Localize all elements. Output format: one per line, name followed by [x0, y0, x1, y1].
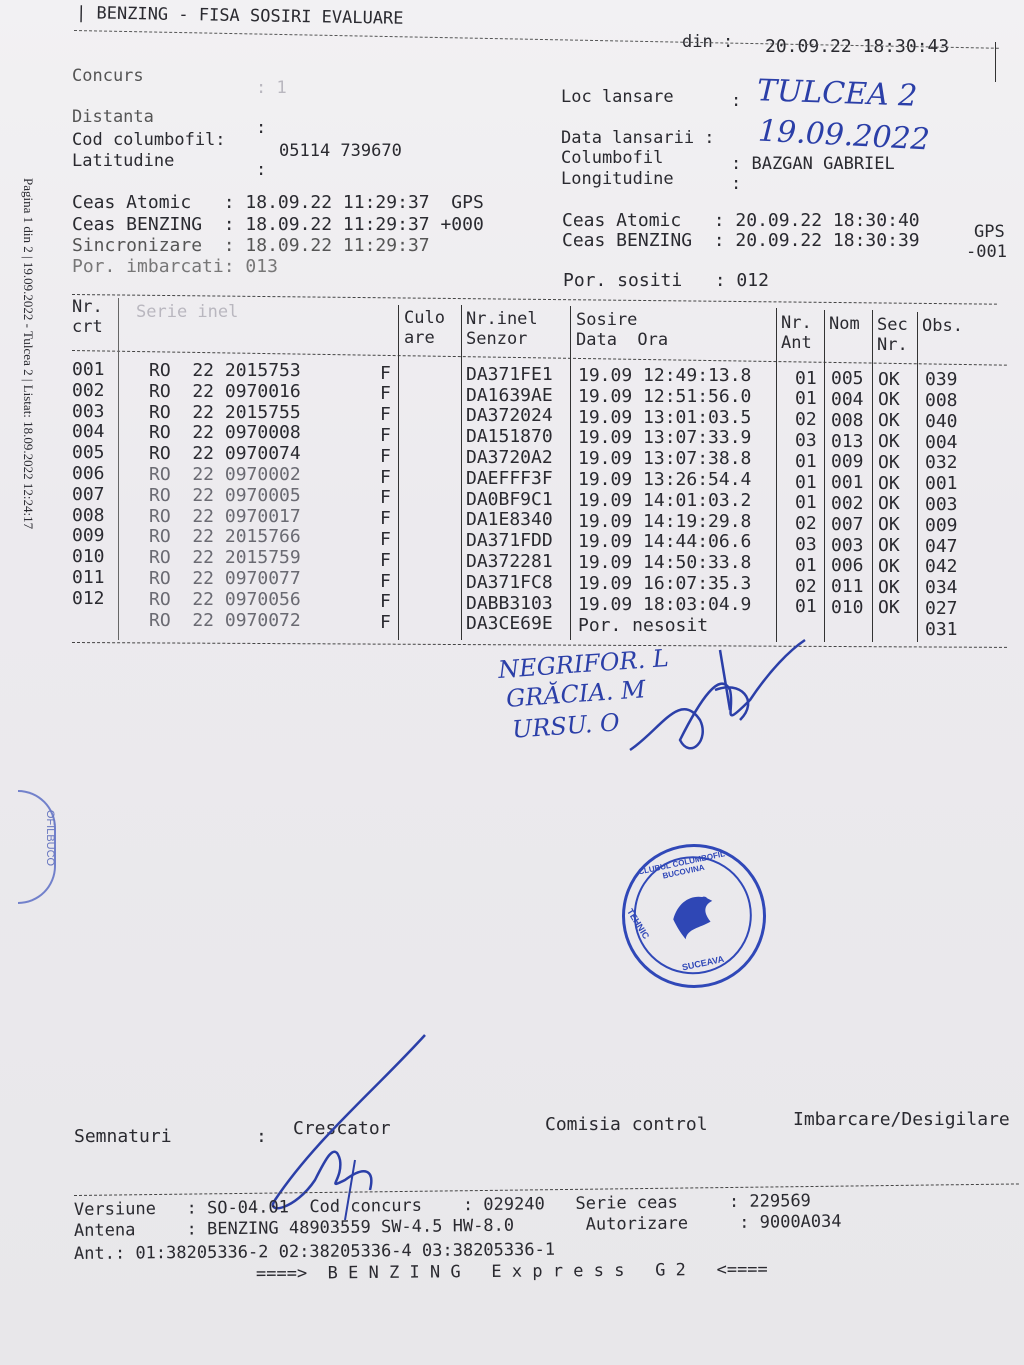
dove-icon [657, 879, 731, 953]
row-crt: 008 [72, 504, 105, 526]
row-nom: 013 [831, 430, 864, 452]
left-stamp-text: OFILBUCO [44, 809, 57, 867]
stamp-text-left: TEHNIC [625, 906, 652, 941]
left-stamp-fragment [18, 790, 56, 904]
row-crt: 004 [72, 421, 105, 443]
row-obs: 001 [925, 473, 958, 495]
header-din-label: din : [682, 32, 734, 52]
row-ring: RO 22 2015759 [149, 547, 301, 569]
row-sec: OK [878, 472, 900, 494]
columbofil-label: Columbofil [561, 148, 664, 168]
row-ant: 01 [795, 450, 817, 472]
row-sec: OK [878, 451, 900, 473]
row-crt: 010 [72, 546, 105, 568]
divider-nrinel [461, 305, 462, 640]
row-crt: 001 [72, 359, 105, 380]
row-obs: 008 [925, 390, 958, 412]
por-imbarcati: Por. imbarcati: 013 [72, 256, 278, 277]
row-obs: 039 [925, 369, 958, 391]
row-ring: RO 22 0970074 [149, 443, 301, 465]
latitudine-value: : [256, 160, 267, 180]
row-obs: 032 [925, 452, 958, 474]
col-ant: Ant [781, 333, 812, 353]
row-sensor: DA3720A2 [466, 446, 553, 468]
row-arrival: 19.09 14:44:06.6 [578, 531, 752, 553]
col-nr: Nr. [72, 297, 103, 317]
row-sec: OK [878, 535, 900, 557]
stamp-text-top: CLUBUL COLUMBOFIL BUCOVINA [637, 849, 726, 881]
cod-label: Cod columbofil: [72, 130, 226, 150]
row-crt: 012 [72, 587, 105, 609]
col-are: are [404, 328, 435, 348]
row-nom: 010 [831, 596, 864, 618]
row-sensor: DA371FE1 [466, 363, 553, 385]
row-sex: F [380, 404, 391, 426]
row-sensor: DA3CE69E [466, 613, 553, 635]
row-obs: 027 [925, 598, 958, 620]
latitudine-label: Latitudine [72, 151, 175, 171]
row-sec: OK [878, 597, 900, 619]
row-sensor: DA372281 [466, 550, 553, 572]
row-crt: 005 [72, 442, 105, 464]
row-crt: 007 [72, 483, 105, 505]
row-ant: 02 [795, 513, 817, 535]
row-sec: OK [878, 431, 900, 453]
row-arrival: 19.09 13:07:38.8 [578, 448, 752, 470]
row-ant: 01 [795, 367, 817, 389]
col-serie: Serie inel [136, 302, 239, 322]
row-arrival: 19.09 13:01:03.5 [578, 406, 752, 428]
row-nom: 007 [831, 513, 864, 535]
col-senzor: Senzor [466, 329, 528, 349]
row-nom: 003 [831, 534, 864, 556]
club-stamp [609, 831, 780, 1002]
row-arrival: 19.09 16:07:35.3 [578, 573, 752, 595]
col-culo: Culo [404, 308, 445, 328]
row-arrival: 19.09 14:19:29.8 [578, 510, 752, 532]
crescator-label: Crescator [293, 1118, 391, 1139]
row-sensor: DAEFFF3F [466, 467, 553, 489]
row-sensor: DA151870 [466, 426, 553, 448]
ceas-atomic-right: Ceas Atomic : 20.09.22 18:30:40 [562, 210, 920, 231]
row-crt: 009 [72, 525, 105, 547]
row-ring: RO 22 0970008 [149, 422, 301, 444]
row-sex: F [380, 591, 391, 613]
row-sex: F [380, 445, 391, 467]
row-ring: RO 22 2015753 [149, 359, 301, 381]
semnaturi-colon: : [256, 1126, 267, 1147]
imbarcare-label: Imbarcare/Desigilare [793, 1109, 1010, 1130]
loc-value: : [731, 91, 742, 111]
distanta-label: Distanta [72, 107, 154, 127]
row-obs: 034 [925, 577, 958, 599]
row-ring: RO 22 2015766 [149, 526, 301, 548]
row-sex: F [380, 529, 391, 551]
row-obs: 003 [925, 494, 958, 516]
row-sensor: DA0BF9C1 [466, 488, 553, 510]
row-nom: 005 [831, 368, 864, 390]
stamp-text-bottom: SUCEAVA [681, 953, 725, 973]
col-obs: Obs. [922, 316, 963, 336]
row-sex: F [380, 612, 391, 634]
row-ring: RO 22 0970005 [149, 484, 301, 506]
table-bottom-rule [72, 642, 1007, 648]
row-nom: 006 [831, 555, 864, 577]
row-sec: OK [878, 576, 900, 598]
divider-ant [776, 308, 777, 642]
row-sec: OK [878, 514, 900, 536]
row-ring: RO 22 0970016 [149, 380, 301, 402]
footer-ant: Ant.: 01:38205336-2 02:38205336-4 03:38205336-1 [73, 1239, 556, 1264]
row-sensor: DABB3103 [466, 592, 553, 614]
longitudine-value: : [731, 174, 742, 194]
row-obs: 042 [925, 556, 958, 578]
row-ring: RO 22 0970072 [149, 609, 301, 631]
row-ant: 02 [795, 409, 817, 431]
row-sex: F [380, 570, 391, 592]
row-sensor: DA371FDD [466, 530, 553, 552]
row-ant: 01 [795, 596, 817, 618]
col-data-ora: Data Ora [576, 330, 669, 350]
col-nrant: Nr. [781, 313, 812, 333]
longitudine-label: Longitudine [561, 169, 674, 189]
row-crt: 011 [72, 567, 105, 588]
row-sensor: DA1639AE [466, 384, 553, 406]
row-ant: 01 [795, 492, 817, 514]
handwritten-note-1: NEGRIFOR. L [497, 644, 670, 684]
row-crt: 003 [72, 400, 105, 422]
ceas-atomic-right-tag: GPS [974, 222, 1005, 242]
notes-signature [620, 630, 820, 770]
ceas-benzing-left: Ceas BENZING : 18.09.22 11:29:37 +000 [72, 214, 484, 235]
data-lansarii-handwritten: 19.09.2022 [757, 113, 931, 158]
row-obs: 031 [925, 618, 958, 640]
row-sec: OK [878, 555, 900, 577]
row-sensor: DA372024 [466, 405, 553, 427]
col-nom: Nom [829, 314, 860, 334]
row-nom: 002 [831, 492, 864, 514]
divider-crt [118, 298, 119, 640]
divider-nom [824, 310, 825, 642]
row-arrival: 19.09 12:49:13.8 [578, 365, 752, 387]
row-arrival: 19.09 14:50:33.8 [578, 552, 752, 574]
row-nom: 011 [831, 576, 864, 598]
divider-sosire [570, 306, 571, 640]
row-sec: OK [878, 410, 900, 432]
ceas-benzing-right-tag: -001 [966, 242, 1007, 262]
row-ring: RO 22 0970077 [149, 567, 301, 589]
row-sex: F [380, 549, 391, 571]
row-obs: 040 [925, 410, 958, 432]
por-sositi: Por. sositi : 012 [563, 270, 769, 291]
row-ant: 01 [795, 388, 817, 410]
semnaturi-label: Semnaturi [74, 1126, 172, 1147]
row-ant: 03 [795, 430, 817, 452]
row-ring: RO 22 0970017 [149, 505, 301, 527]
col-sosire: Sosire [576, 310, 638, 330]
divider-culoare [398, 305, 399, 640]
row-nom: 004 [831, 388, 864, 410]
row-nom: 008 [831, 409, 864, 431]
row-crt: 002 [72, 379, 105, 401]
row-arrival: 19.09 13:07:33.9 [578, 427, 752, 449]
row-sex: F [380, 508, 391, 530]
row-ant: 02 [795, 575, 817, 597]
concurs-label: Concurs [72, 66, 144, 86]
row-arrival: 19.09 12:51:56.0 [578, 385, 752, 407]
row-ring: RO 22 2015755 [149, 401, 301, 423]
header-din-value: 20.09.22 18:30:43 [765, 36, 950, 57]
comisia-label: Comisia control [545, 1114, 708, 1135]
sincronizare-left: Sincronizare : 18.09.22 11:29:37 [72, 235, 430, 256]
row-ring: RO 22 0970002 [149, 463, 301, 485]
distanta-value: : [256, 118, 267, 138]
concurs-value: : 1 [256, 78, 287, 98]
row-sex: F [380, 466, 391, 488]
col-secnr: Nr. [877, 335, 908, 355]
loc-label: Loc lansare [561, 87, 674, 107]
col-sec: Sec [877, 315, 908, 335]
ceas-atomic-left: Ceas Atomic : 18.09.22 11:29:37 GPS [72, 192, 484, 213]
row-arrival: 19.09 18:03:04.9 [578, 593, 752, 615]
row-ant: 01 [795, 471, 817, 493]
row-arrival: 19.09 14:01:03.2 [578, 489, 752, 511]
row-ant: 03 [795, 534, 817, 556]
row-sec: OK [878, 368, 900, 390]
row-sec: OK [878, 493, 900, 515]
row-obs: 047 [925, 535, 958, 557]
footer-versiune: Versiune : SO-04.01 Cod concurs : 029240 Serie ceas : 229569 [73, 1190, 811, 1220]
loc-handwritten: TULCEA 2 [756, 73, 918, 114]
row-sex: F [380, 383, 391, 405]
footer-brand: ====> B E N Z I N G E x p r e s s G 2 <==== [255, 1259, 768, 1284]
row-ant: 01 [795, 554, 817, 576]
divider-sec [872, 310, 873, 642]
row-obs: 004 [925, 431, 958, 453]
ceas-benzing-right: Ceas BENZING : 20.09.22 18:30:39 [562, 230, 920, 251]
header-title: | BENZING - FISA SOSIRI EVALUARE [75, 3, 404, 29]
row-sensor: DA1E8340 [466, 509, 553, 531]
row-sec: OK [878, 389, 900, 411]
row-sex: F [380, 362, 391, 384]
header-right-border [995, 42, 996, 82]
row-ring: RO 22 0970056 [149, 588, 301, 610]
data-lansarii-label: Data lansarii : [561, 128, 715, 148]
columbofil-value: : BAZGAN GABRIEL [731, 154, 895, 174]
col-nrinel: Nr.inel [466, 309, 538, 329]
col-crt: crt [72, 317, 103, 337]
row-sex: F [380, 487, 391, 509]
row-nom: 009 [831, 451, 864, 473]
divider-obs [917, 312, 918, 642]
cod-value: 05114 739670 [279, 141, 402, 161]
handwritten-note-3: URSU. O [511, 708, 621, 744]
handwritten-note-2: GRĂCIA. M [505, 675, 647, 713]
row-arrival: Por. nesosit [578, 614, 709, 636]
row-sensor: DA371FC8 [466, 571, 553, 593]
side-note: Pagina 1 din 2 | 19.09.2022 - Tulcea 2 | Listat: 18.09.2022 12:24:17 [21, 178, 36, 530]
footer-antena: Antena : BENZING 48903559 SW-4.5 HW-8.0 Autorizare : 9000A034 [73, 1211, 842, 1241]
row-crt: 006 [72, 463, 105, 484]
row-nom: 001 [831, 472, 864, 494]
row-arrival: 19.09 13:26:54.4 [578, 469, 752, 491]
row-obs: 009 [925, 514, 958, 536]
row-sex: F [380, 425, 391, 447]
